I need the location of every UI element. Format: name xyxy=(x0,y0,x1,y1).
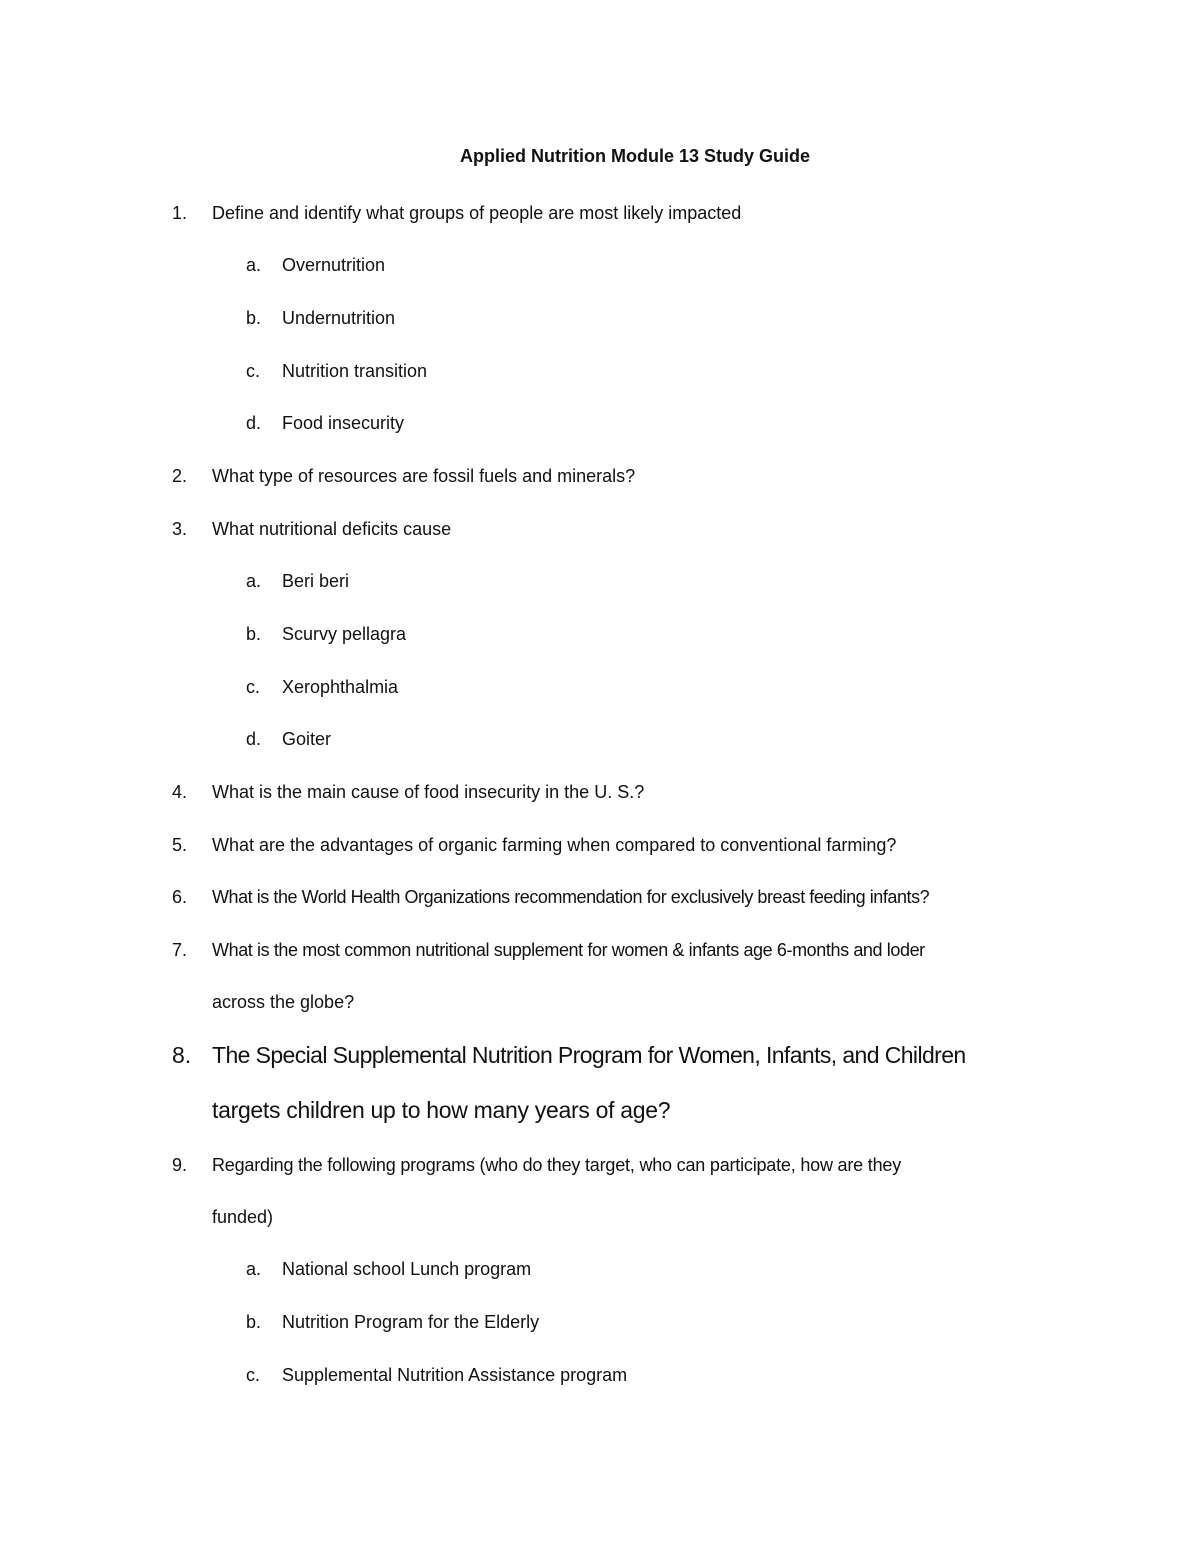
sub-item-letter: a. xyxy=(246,1259,262,1279)
sub-item-text: Nutrition Program for the Elderly xyxy=(282,1312,540,1332)
item-text: Define and identify what groups of people are most likely impacted xyxy=(212,203,742,223)
sub-item-text: National school Lunch program xyxy=(282,1259,532,1279)
sub-item-letter: c. xyxy=(246,677,261,697)
sub-item-letter: d. xyxy=(246,413,262,433)
sub-item-text: Scurvy pellagra xyxy=(282,624,407,644)
item-text-line2: funded) xyxy=(212,1207,274,1227)
item-text: What are the advantages of organic farming when compared to conventional farming? xyxy=(212,835,897,855)
sub-item-letter: b. xyxy=(246,1312,262,1332)
sub-item-text: Food insecurity xyxy=(282,413,405,433)
sub-item-letter: d. xyxy=(246,729,262,749)
sub-item-text: Beri beri xyxy=(282,571,350,591)
item-number: 9. xyxy=(172,1155,188,1175)
sub-item-letter: b. xyxy=(246,308,262,328)
item-number: 3. xyxy=(172,519,188,539)
item-text: What nutritional deficits cause xyxy=(212,519,452,539)
sub-item-text: Overnutrition xyxy=(282,255,386,275)
sub-item-letter: c. xyxy=(246,1365,261,1385)
item-text-line2: across the globe? xyxy=(212,992,355,1012)
item-number: 1. xyxy=(172,203,188,223)
document-title: Applied Nutrition Module 13 Study Guide xyxy=(460,146,810,166)
sub-item-text: Goiter xyxy=(282,729,332,749)
sub-item-text: Supplemental Nutrition Assistance program xyxy=(282,1365,628,1385)
item-text: What is the main cause of food insecurity in the U. S.? xyxy=(212,782,645,802)
item-number: 2. xyxy=(172,466,188,486)
item-text: What type of resources are fossil fuels and minerals? xyxy=(212,466,636,486)
item-number: 4. xyxy=(172,782,188,802)
item-number: 5. xyxy=(172,835,188,855)
item-text: What is the World Health Organizations recommendation for exclusively breast feeding infants? xyxy=(212,887,930,907)
item-text-line1: Regarding the following programs (who do they target, who can participate, how are they xyxy=(212,1155,901,1175)
sub-item-text: Nutrition transition xyxy=(282,361,428,381)
item-number: 7. xyxy=(172,940,188,960)
sub-item-text: Xerophthalmia xyxy=(282,677,399,697)
sub-item-letter: c. xyxy=(246,361,261,381)
item-number: 8. xyxy=(172,1042,192,1068)
sub-item-letter: a. xyxy=(246,255,262,275)
item-text-line2: targets children up to how many years of age? xyxy=(212,1097,671,1123)
sub-item-letter: a. xyxy=(246,571,262,591)
sub-item-text: Undernutrition xyxy=(282,308,396,328)
item-text-line1: What is the most common nutritional supplement for women & infants age 6-months and loder xyxy=(212,940,925,960)
sub-item-letter: b. xyxy=(246,624,262,644)
item-text-line1: The Special Supplemental Nutrition Program for Women, Infants, and Children xyxy=(212,1042,966,1068)
item-number: 6. xyxy=(172,887,188,907)
